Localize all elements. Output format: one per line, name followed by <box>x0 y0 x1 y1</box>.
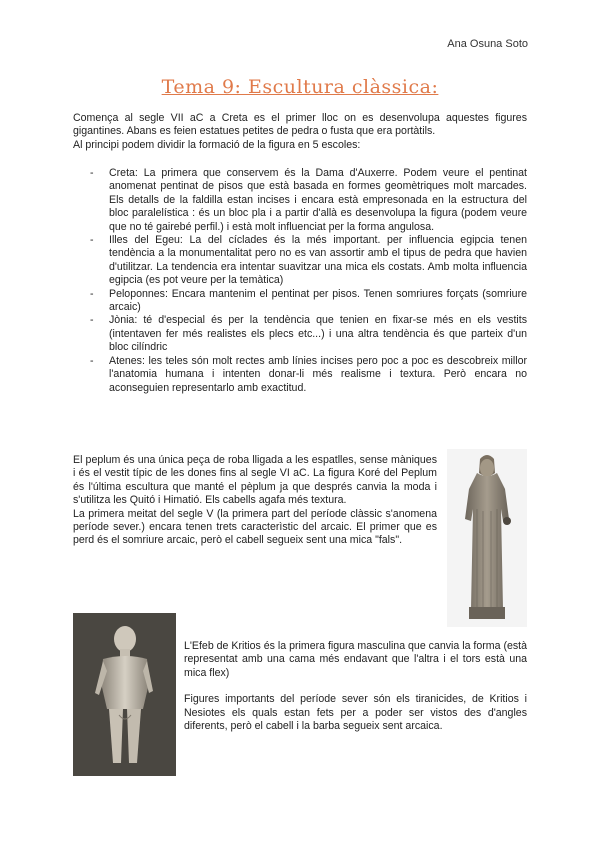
kritios-paragraph: Figures importants del període sever són els tiranicides, de Kritios i Nesiotes els quals estan fets per a poder ser vistos des d'angles diferents, però el cabell i la barba segueix sent arcaica. <box>184 693 527 733</box>
schools-list <box>73 167 527 395</box>
kore-peplum-statue-image <box>447 449 527 627</box>
intro-paragraph: Comença al segle VII aC a Creta es el primer lloc on es desenvolupa aquestes figures gigantines. Abans es feien estatues petites de pedra o fusta que era portàtils. <box>73 112 527 138</box>
peplum-paragraph: El peplum és una única peça de roba lligada a les espatlles, sense màniques i és el vestit típic de les dones fins al segle VI aC. La figura Koré del Peplum és l'última escultura que manté el pèplum ja que després canvia la moda i s'utilitza les Quitó i Himatió. Els cabells agafa més textura. <box>73 454 437 507</box>
peplum-paragraph: La primera meitat del segle V (la primera part del període clàssic s'anomena període sever.) encara tenen trets caracterìstic del arcaic. El primer que es perd és el somriure arcaic, però el cabell segueix sent una mica "fals". <box>73 507 437 547</box>
kritios-text <box>184 640 527 733</box>
kritios-boy-statue-image <box>73 613 176 776</box>
intro-paragraph: Al principi podem dividir la formació de la figura en 5 escoles: <box>73 138 361 151</box>
list-item: - Atenes: les teles són molt rectes amb línies incises pero poc a poc es descobreix millor l'anatomia humana i intenten donar-li més realisme i textura. Però encara no aconseguien representarlo amb exactitud. <box>73 355 527 395</box>
list-item: - Creta: La primera que conservem és la Dama d'Auxerre. Podem veure el pentinat anomenat pentinat de pisos que està basada en formes geomètriques molt marcades. Els detalls de la faldilla estan incises i encara està empresonada en la estructura del bloc paralelística : és un bloc pla i a partir d'allà es desenvolupa la figura (podem veure que no té gairebé perfil.) i està molt influenciat per la forma angulosa. <box>73 167 527 234</box>
list-item: - Illes del Egeu: La del cíclades és la més important. per influencia egipcia tenen tendència a la monumentalitat pero no es van assortir amb el tipus de pedra que havien d'utilitzar. La tendencia era intentar suavitzar una mica els costats. Amb molta influencia egipcia (es pot veure per la temàtica) <box>73 234 527 288</box>
page-title: Tema 9: Escultura clàssica: <box>161 76 439 98</box>
intro-text <box>73 112 527 152</box>
author-name: Ana Osuna Soto <box>447 38 528 50</box>
list-item: - Jònia: té d'especial és per la tendència que tenien en fixar-se més en els vestits (intentaven fer més realistes els plecs etc...) i una altra tendència és que parteix d'un bloc cilíndric <box>73 314 527 354</box>
list-item: - Peloponnes: Encara mantenim el pentinat per pisos. Tenen somriures forçats (somriure arcaic) <box>73 288 527 315</box>
peplum-text <box>73 454 437 548</box>
kritios-paragraph: L'Efeb de Kritios és la primera figura masculina que canvia la forma (està representat amb una cama més endavant que l'altra i el tors està una mica flex) <box>184 640 527 679</box>
